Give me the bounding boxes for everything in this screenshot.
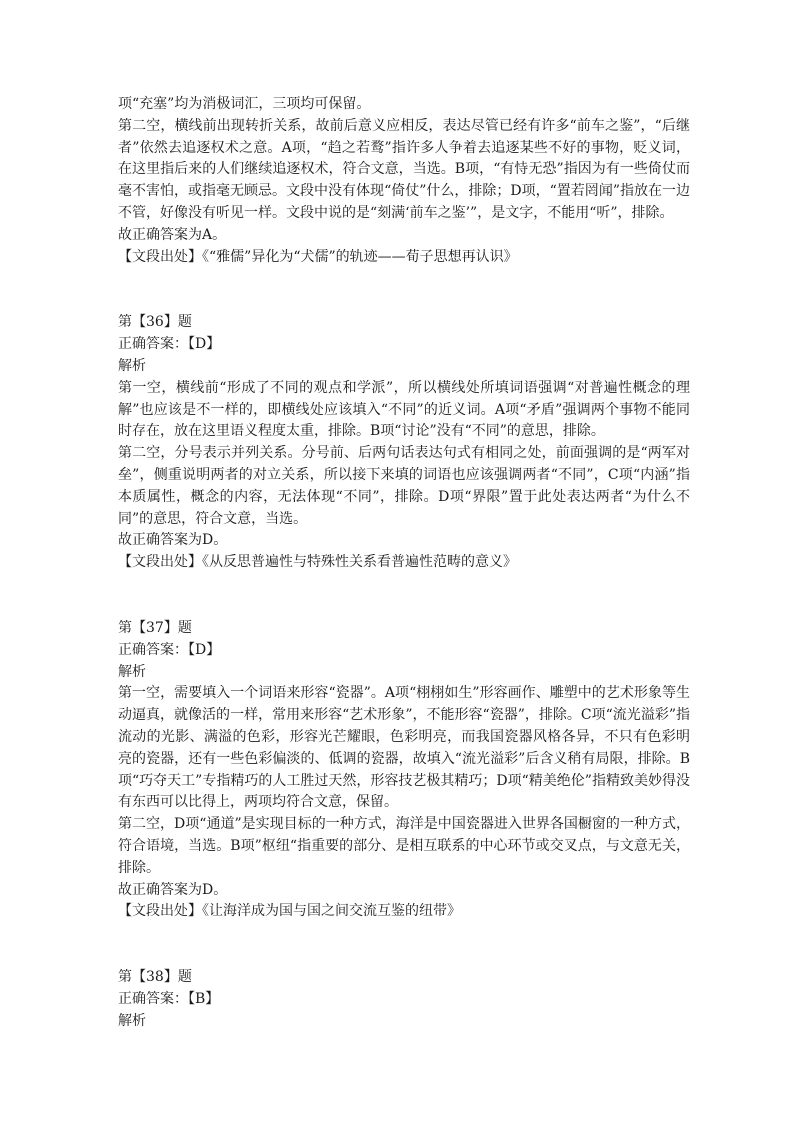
document-page xyxy=(118,94,690,1032)
analysis-label: 解析 xyxy=(118,357,146,374)
previous-question-analysis xyxy=(118,94,690,268)
question-title: 第【36】题 xyxy=(118,314,192,331)
section-gap xyxy=(118,923,690,967)
question-title: 第【38】题 xyxy=(118,969,192,986)
question-37 xyxy=(118,618,690,923)
source-line: 【文段出处】《让海洋成为国与国之间交流互鉴的纽带》 xyxy=(118,903,461,920)
question-title: 第【37】题 xyxy=(118,619,192,636)
analysis-paragraph: 第一空，横线前“形成了不同的观点和学派”，所以横线处所填词语强调“对普遍性概念的理解”也应该是不一样的，即横线处应该填入“不同”的近义词。A项“矛盾”强调两个事物不能同时存在，放在这里语义程度太重，排除。B项“讨论”没有“不同”的意思，排除。 xyxy=(118,379,690,440)
analysis-paragraph: 第二空，分号表示并列关系。分号前、后两句话表达句式有相同之处，前面强调的是“两军对垒”，侧重说明两者的对立关系，所以接下来填的词语也应该强调两者“不同”，C项“内涵”指本质属性，概念的内容，无法体现“不同”，排除。D项“界限”置于此处表达两者“为什么不同”的意思，符合文意，当选。 xyxy=(118,445,690,527)
analysis-label: 解析 xyxy=(118,1012,146,1029)
section-gap xyxy=(118,268,690,312)
analysis-paragraph: 第一空，需要填入一个词语来形容“瓷器”。A项“栩栩如生”形容画作、雕塑中的艺术形象等生动逼真，就像活的一样，常用来形容“艺术形象”，不能形容“瓷器”，排除。C项“流光溢彩”指流动的光影、满溢的色彩，形容光芒耀眼，色彩明亮，而我国瓷器风格各异，不只有色彩明亮的瓷器，还有一些色彩偏淡的、低调的瓷器，故填入“流光溢彩”后含义稍有局限，排除。B项“巧夺天工”专指精巧的人工胜过天然，形容技艺极其精巧；D项“精美绝伦”指精致美妙得没有东西可以比得上，两项均符合文意，保留。 xyxy=(118,685,690,811)
conclusion-line: 故正确答案为D。 xyxy=(118,881,228,898)
source-line: 【文段出处】《从反思普遍性与特殊性关系看普遍性范畴的意义》 xyxy=(118,554,517,571)
question-38 xyxy=(118,967,690,1032)
correct-answer: 正确答案：【D】 xyxy=(118,336,221,353)
correct-answer: 正确答案：【D】 xyxy=(118,641,221,658)
analysis-paragraph: 项“充塞”均为消极词汇，三项均可保留。 xyxy=(118,96,371,112)
analysis-label: 解析 xyxy=(118,663,146,680)
analysis-paragraph: 第二空，横线前出现转折关系，故前后意义应相反，表达尽管已经有许多“前车之鉴”，“后继者”依然去追逐权术之意。A项，“趋之若鹜”指许多人争着去追逐某些不好的事物，贬义词，在这里指后来的人们继续追逐权术，符合文意，当选。B项，“有恃无恐”指因为有一些倚仗而毫不害怕，或指毫无顾忌。文段中没有体现“倚仗”什么，排除；D项，“置若罔闻”指放在一边不管，好像没有听见一样。文段中说的是“刻满‘前车之鉴’”，是文字，不能用“听”，排除。 xyxy=(118,117,690,221)
conclusion-line: 故正确答案为A。 xyxy=(118,226,227,243)
source-line: 【文段出处】《“雅儒”异化为“犬儒”的轨迹——荀子思想再认识》 xyxy=(118,248,518,265)
question-36 xyxy=(118,312,690,574)
correct-answer: 正确答案：【B】 xyxy=(118,990,220,1007)
section-gap xyxy=(118,574,690,618)
conclusion-line: 故正确答案为D。 xyxy=(118,532,228,549)
analysis-paragraph: 第二空，D项“通道”是实现目标的一种方式，海洋是中国瓷器进入世界各国橱窗的一种方式，符合语境，当选。B项”枢纽“指重要的部分、是相互联系的中心环节或交叉点，与文意无关，排除。 xyxy=(118,816,690,876)
